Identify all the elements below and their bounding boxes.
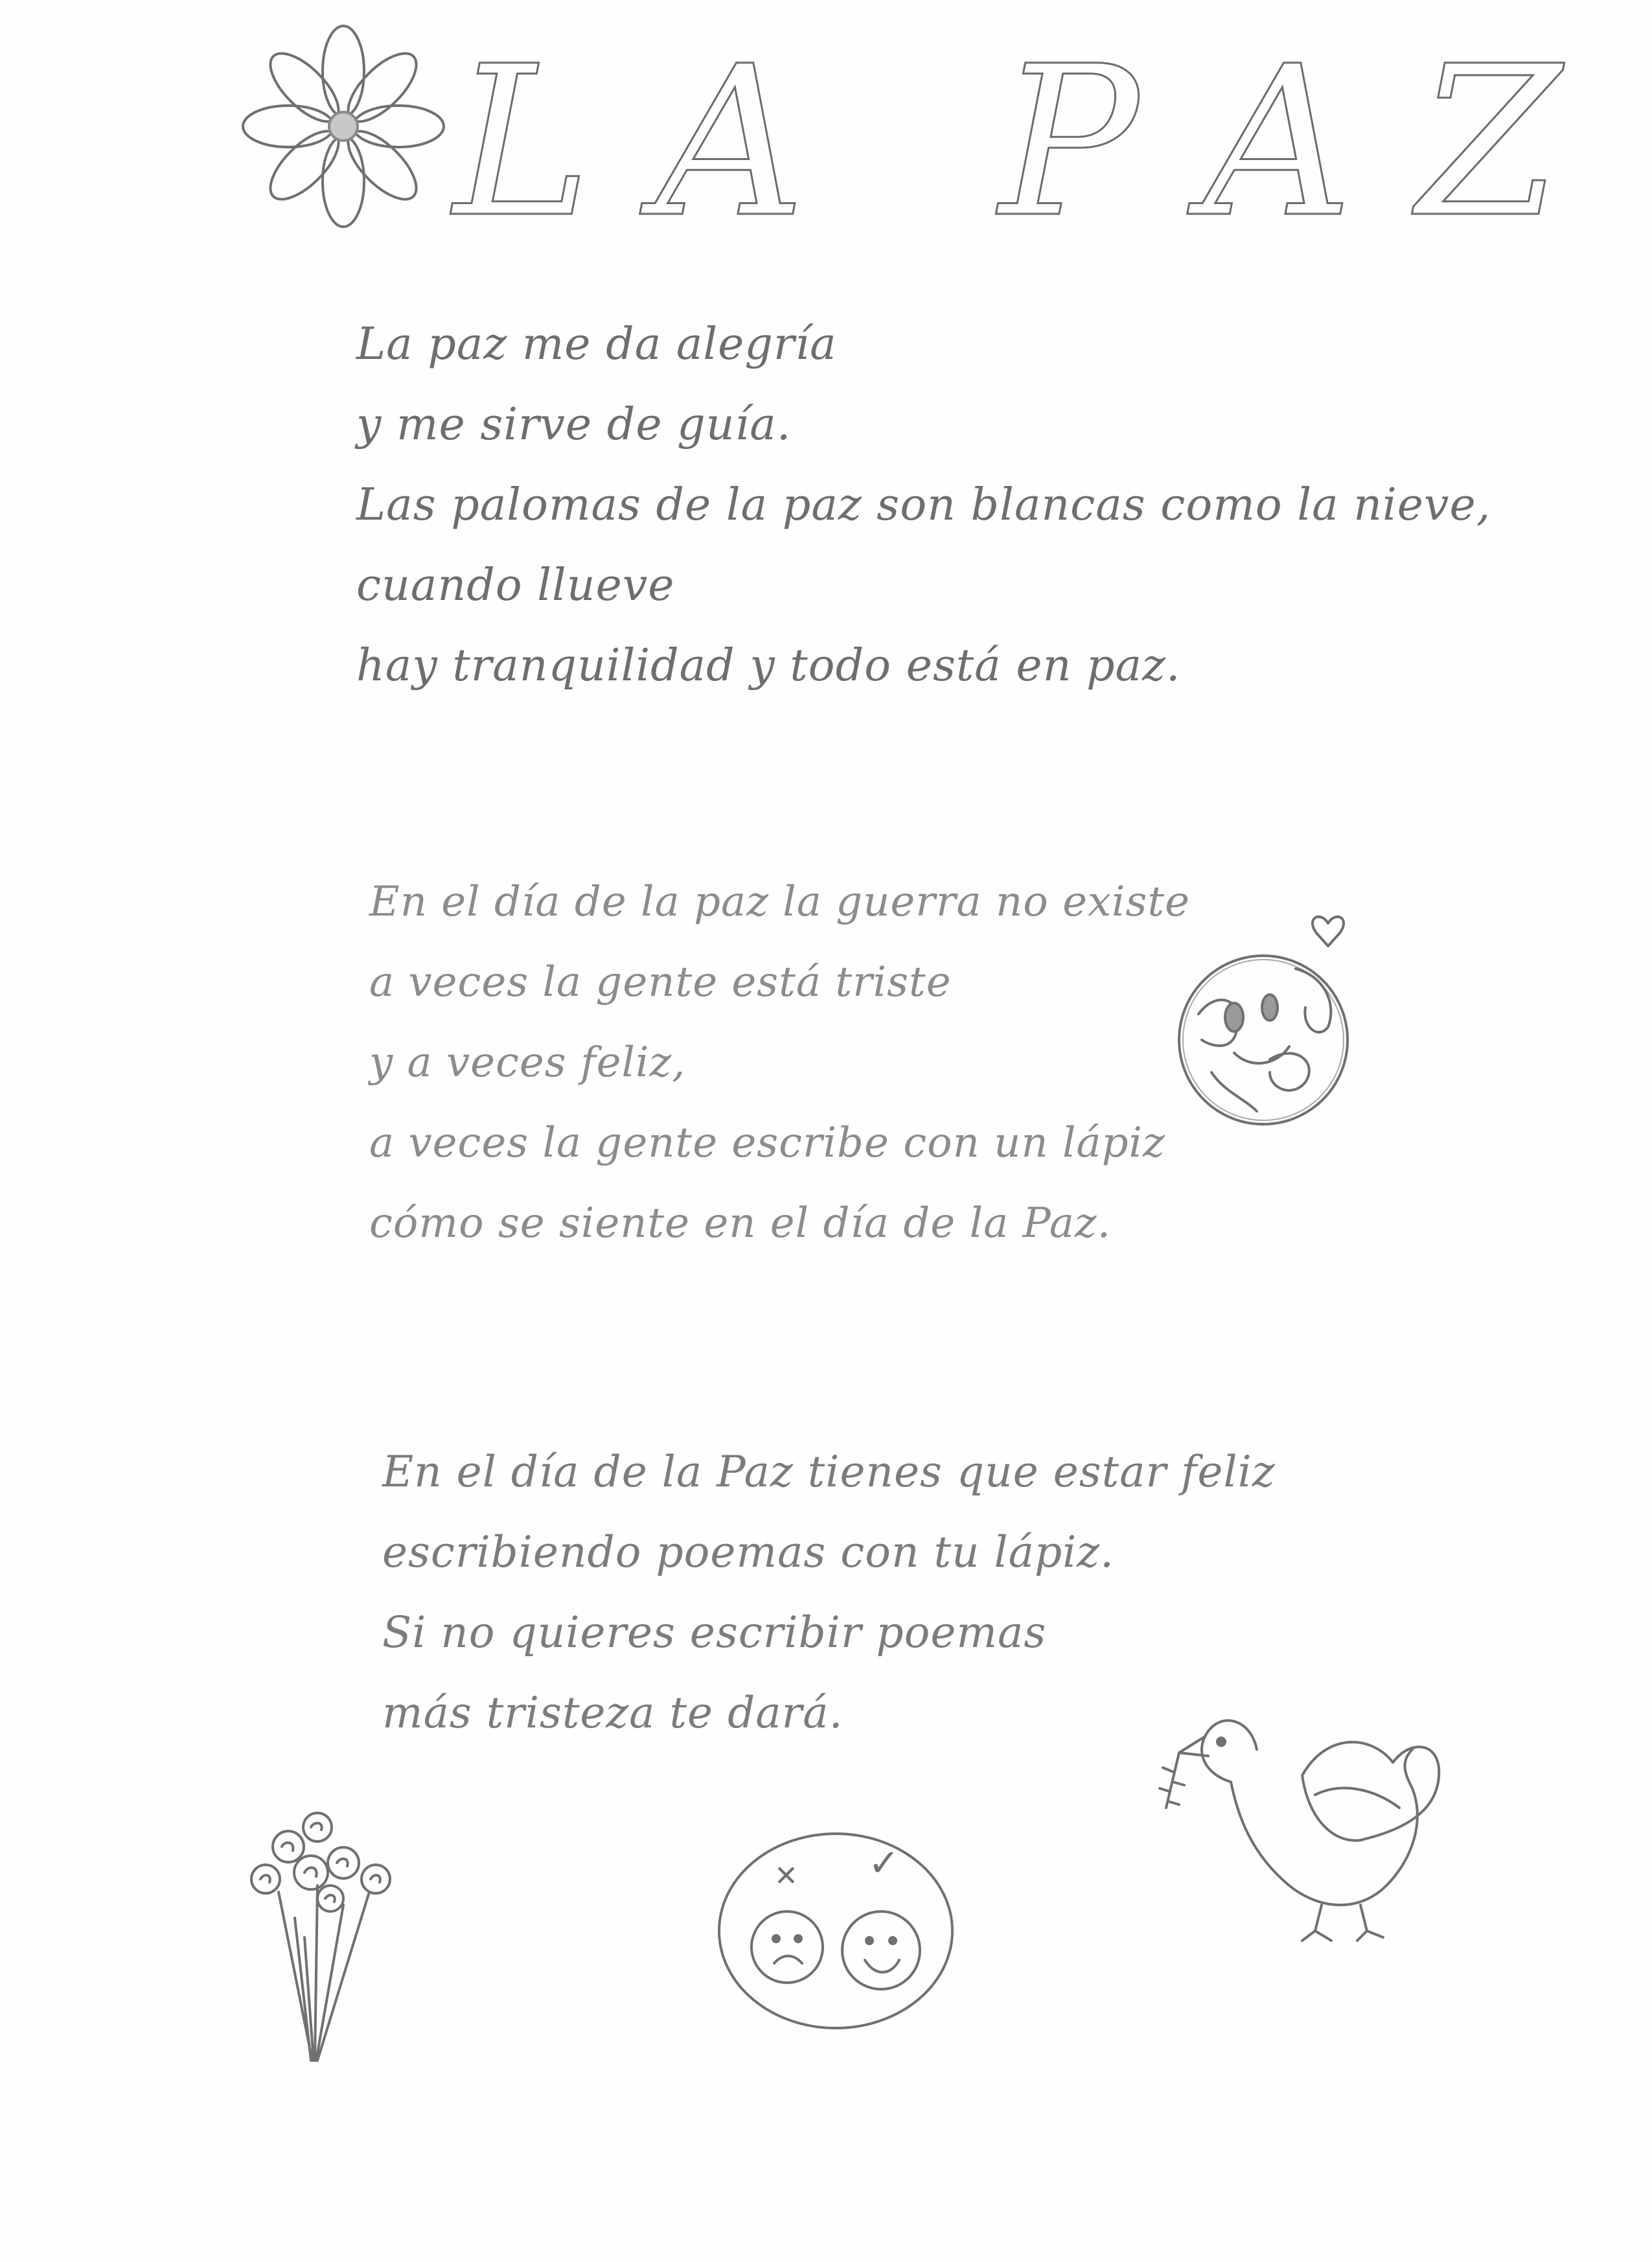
title-letter-z: Z [1417, 22, 1587, 263]
stanza-line: escribiendo poemas con tu lápiz. [382, 1527, 1115, 1577]
stanza-line: más tristeza te dará. [382, 1688, 843, 1738]
title-letter-a: A [656, 22, 832, 263]
stanza-line: La paz me da alegría [356, 319, 837, 370]
stanza-line: hay tranquilidad y todo está en paz. [356, 640, 1181, 691]
stanza-line: En el día de la paz la guerra no existe [369, 878, 1190, 926]
stanza-line: cuando llueve [356, 560, 675, 611]
smiling-earth-with-heart-icon [1173, 904, 1380, 1137]
sad-mark-icon: ✕ [774, 1860, 798, 1893]
stanza-line: Las palomas de la paz son blancas como la nieve, [356, 479, 1491, 531]
flower-icon [240, 23, 447, 230]
stanza-line: a veces la gente escribe con un lápiz [369, 1119, 1165, 1167]
stanza-line: Si no quieres escribir poemas [382, 1608, 1047, 1657]
stanza-line: En el día de la Paz tienes que estar feliz [382, 1447, 1276, 1497]
happy-mark-icon: ✓ [868, 1841, 900, 1885]
stanza-line: cómo se siente en el día de la Paz. [369, 1199, 1111, 1247]
sad-and-happy-faces-icon [706, 1821, 965, 2035]
poem-title [453, 22, 1587, 263]
bouquet-icon [240, 1788, 408, 2073]
title-letter-p: P [999, 22, 1165, 263]
dove-with-olive-branch-icon [1153, 1691, 1503, 1963]
stanza-1 [356, 305, 1491, 706]
stanza-line: a veces la gente está triste [369, 958, 952, 1006]
stanza-line: y me sirve de guía. [356, 399, 792, 450]
title-letter-l: L [453, 22, 617, 263]
stanza-line: y a veces feliz, [369, 1039, 686, 1087]
title-letter-a2: A [1203, 22, 1379, 263]
